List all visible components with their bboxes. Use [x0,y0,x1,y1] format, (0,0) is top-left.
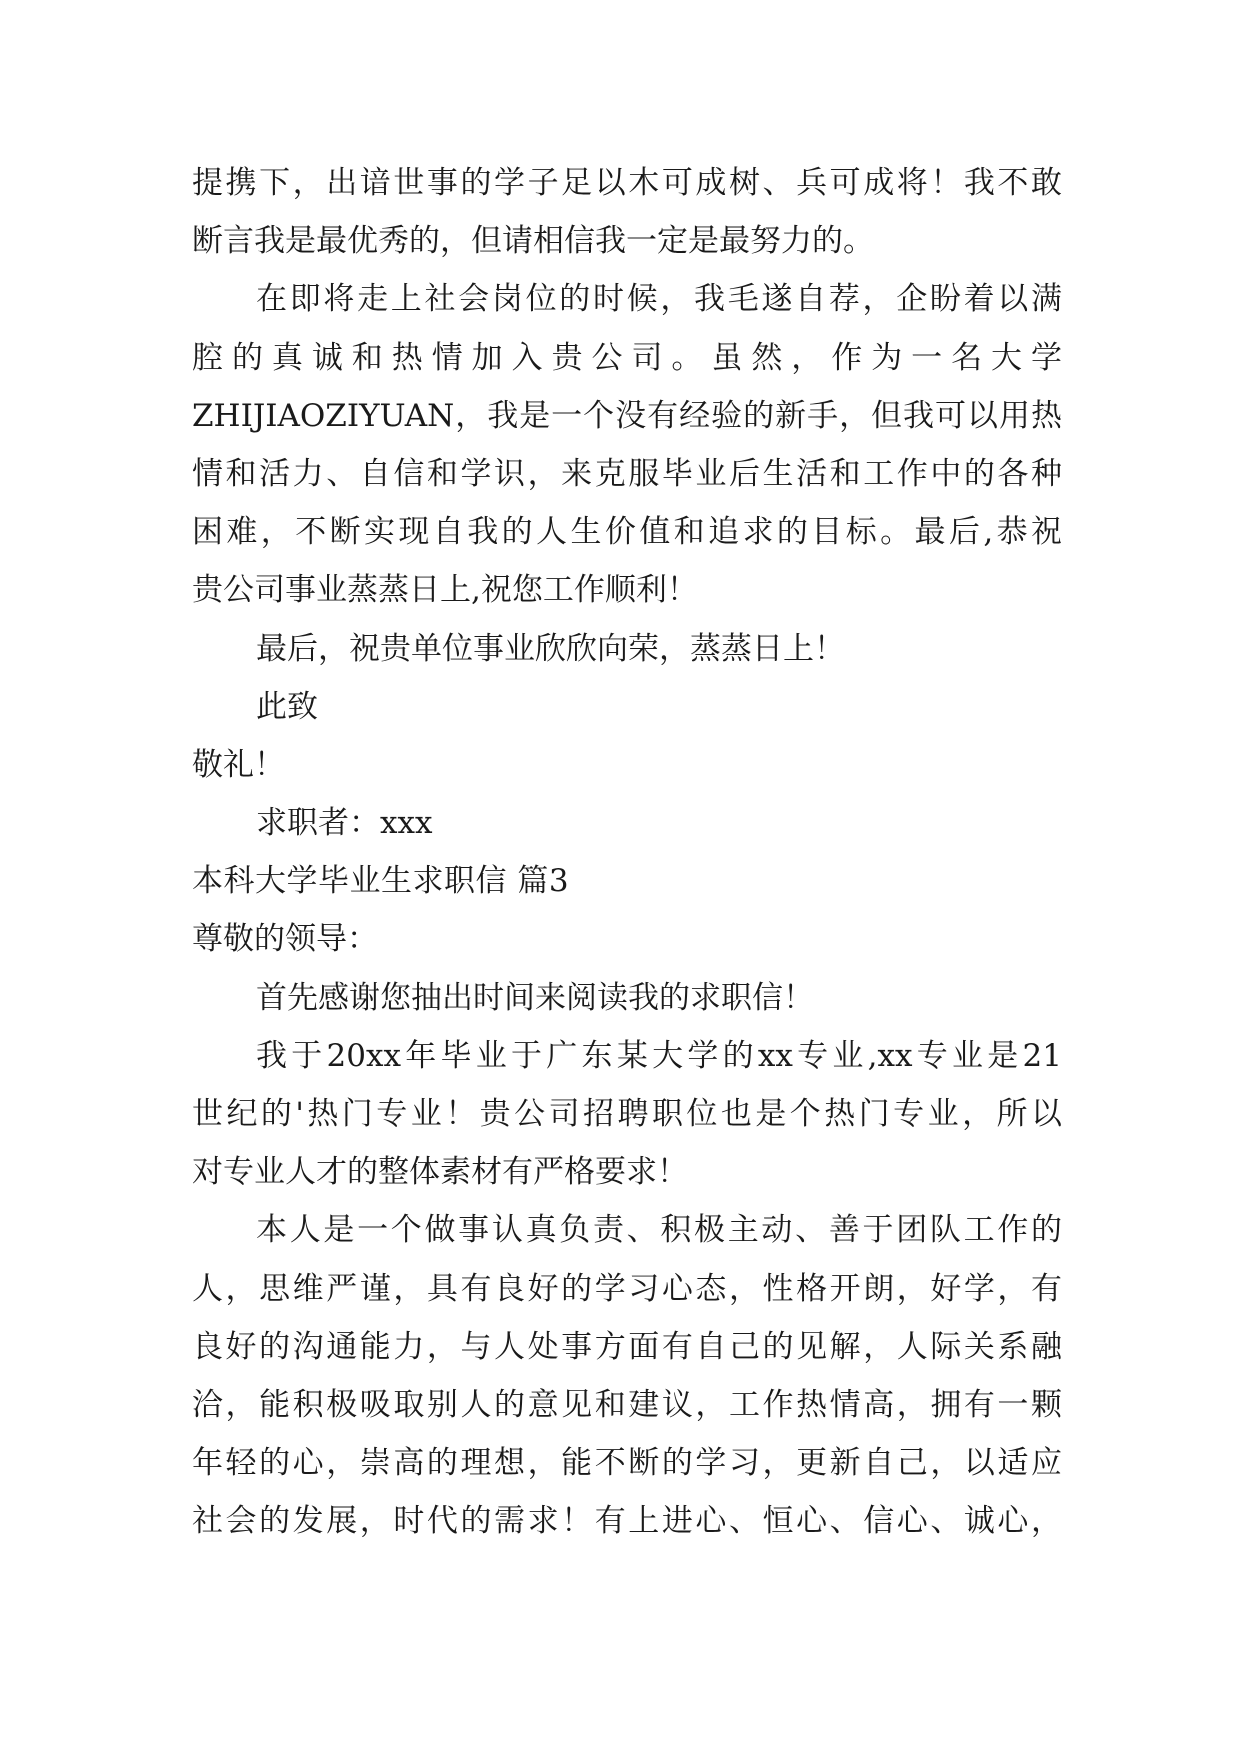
closing-wish: 最后，祝贵单位事业欣欣向荣，蒸蒸日上！ [256,630,845,667]
text-line: 年轻的心，崇高的理想，能不断的学习，更新自己，以适应 [192,1445,1062,1482]
section-heading: 本科大学毕业生求职信 篇3 [192,863,570,900]
text-line: 提携下，出谙世事的学子足以木可成树、兵可成将！我不敢 [192,165,1062,201]
text-line: ZHIJIAOZIYUAN，我是一个没有经验的新手，但我可以用热 [192,397,1062,434]
text-line: 情和活力、自信和学识，来克服毕业后生活和工作中的各种 [192,455,1062,492]
signature-line: 求职者：xxx [256,805,433,842]
text-line: 困难，不断实现自我的人生价值和追求的目标。最后,恭祝 [192,514,1062,551]
text-line: 洽，能积极吸取别人的意见和建议，工作热情高，拥有一颗 [192,1386,1062,1423]
paragraph-first-line: 首先感谢您抽出时间来阅读我的求职信！ [256,979,814,1016]
text-line: 世纪的'热门专业！贵公司招聘职位也是个热门专业，所以 [192,1096,1062,1132]
closing-regards: 敬礼！ [192,746,285,783]
text-line: 对专业人才的整体素材有严格要求！ [192,1154,688,1191]
paragraph-first-line: 我于20xx年毕业于广东某大学的xx专业,xx专业是21 [256,1037,1062,1074]
text-line: 腔的真诚和热情加入贵公司。虽然，作为一名大学 [192,339,1062,376]
text-line: 贵公司事业蒸蒸日上,祝您工作顺利！ [192,572,698,609]
closing-salutation: 此致 [256,688,318,725]
greeting: 尊敬的领导： [192,921,378,958]
letter-body [192,154,1062,1551]
paragraph-first-line: 本人是一个做事认真负责、积极主动、善于团队工作的 [256,1212,1062,1249]
paragraph-first-line: 在即将走上社会岗位的时候，我毛遂自荐，企盼着以满 [256,281,1062,318]
text-line: 断言我是最优秀的，但请相信我一定是最努力的。 [192,223,874,260]
text-line: 人，思维严谨，具有良好的学习心态，性格开朗，好学，有 [192,1270,1062,1307]
text-line: 社会的发展，时代的需求！有上进心、恒心、信心、诚心， [192,1503,1062,1540]
text-line: 良好的沟通能力，与人处事方面有自己的见解，人际关系融 [192,1328,1062,1365]
